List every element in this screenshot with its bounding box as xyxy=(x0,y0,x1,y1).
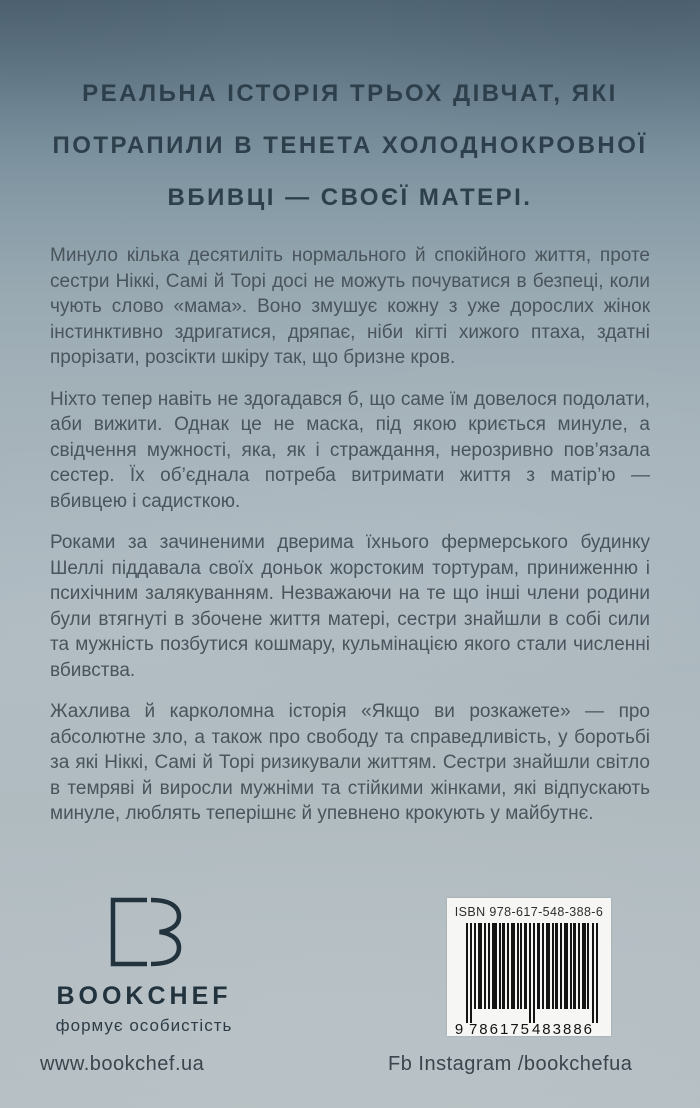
publisher-tagline: формує особистість xyxy=(55,1016,233,1035)
headline xyxy=(0,68,700,224)
publisher-block xyxy=(40,896,248,1036)
synopsis-paragraph: Минуло кілька десятиліть нормального й спокійного життя, проте сестри Ніккі, Самі й Торі досі не можуть почуватися в безпеці, коли чують слово «мама». Воно змушує кожну з уже дорослих жінок інстинктивно здригатися, дряпає, ніби кігті хижого птаха, здатні прорізати, розсікти шкіру так, що бризне кров. xyxy=(50,245,650,368)
isbn-label: ISBN 978-617-548-388-6 xyxy=(454,905,604,919)
social-handles: Fb Instagram /bookchefua xyxy=(388,1053,633,1075)
headline-line: РЕАЛЬНА ІСТОРІЯ ТРЬОХ ДІВЧАТ, ЯКІ xyxy=(82,80,618,107)
barcode-digit-middle: 786175 xyxy=(468,1021,532,1037)
isbn-block xyxy=(447,898,611,1036)
bookchef-logo-icon xyxy=(100,896,188,968)
barcode-digit-first: 9 xyxy=(454,1021,464,1037)
synopsis xyxy=(50,243,650,843)
synopsis-paragraph: Жахлива й карколомна історія «Якщо ви розкажете» — про абсолютне зло, а також про свободу та справедливість, у боротьбі за які Ніккі, Самі й Торі ризикували життям. Сестри знайшли світло в темряві й виросли мужніми та стійкими жінками, які відпускають минуле, люблять теперішнє й упевнено крокують у майбутнє. xyxy=(50,701,650,824)
barcode-icon xyxy=(454,923,604,1037)
headline-line: ВБИВЦІ — СВОЄЇ МАТЕРІ. xyxy=(167,184,533,211)
barcode-digit-last: 483886 xyxy=(531,1021,595,1037)
website-url: www.bookchef.ua xyxy=(40,1053,205,1075)
publisher-name: BOOKCHEF xyxy=(56,982,232,1010)
synopsis-paragraph: Роками за зачиненими дверима їхнього фермерського будинку Шеллі піддавала своїх доньок жорстоким тортурам, приниженню і психічним залякуванням. Незважаючи на те що інші члени родини були втягнуті в збочене життя матері, сестри знайшли в собі сили та мужність позбутися кошмару, кульмінацією якого стали численні вбивства. xyxy=(50,532,650,681)
headline-line: ПОТРАПИЛИ В ТЕНЕТА ХОЛОДНОКРОВНОЇ xyxy=(52,132,648,159)
synopsis-paragraph: Ніхто тепер навіть не здогадався б, що саме їм довелося подолати, аби вижити. Однак це не маска, під якою криється минуле, а свідчення мужності, яка, як і страждання, нерозривно пов’язала сестер. Їх об’єднала потреба витримати життя з матір’ю — вбивцею і садисткою. xyxy=(50,388,650,512)
